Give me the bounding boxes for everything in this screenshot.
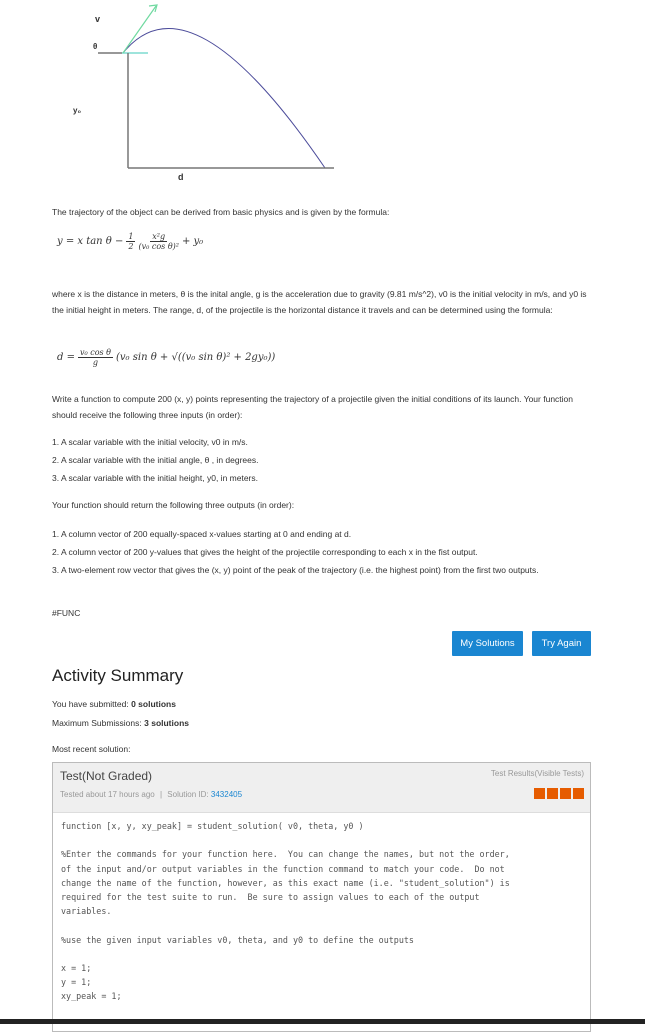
test-result-failed [573, 788, 584, 799]
my-solutions-button[interactable]: My Solutions [452, 631, 523, 656]
inputs-list [52, 435, 592, 489]
range-formula: d = $\frac{\text{v₀ cos θ}}{g}$ (v₀ sin θ + √((v₀ sin θ)² + 2gy₀)) [57, 348, 276, 367]
list-item: 3. A scalar variable with the initial height, y0, in meters. [52, 473, 258, 483]
max-submissions: Maximum Submissions: 3 solutions [52, 718, 189, 728]
list-item: 2. A scalar variable with the initial angle, θ , in degrees. [52, 455, 259, 465]
solution-meta: Tested about 17 hours ago | Solution ID: 3432405 [60, 790, 243, 799]
list-item: 2. A column vector of 200 y-values that gives the height of the projectile corresponding to each x in the fist output. [52, 547, 478, 557]
theta-label: θ [93, 42, 98, 51]
velocity-arrow-icon [123, 6, 156, 53]
test-results-label: Test Results(Visible Tests) [490, 769, 584, 778]
v-label: v [95, 14, 101, 24]
activity-summary-title: Activity Summary [52, 666, 184, 685]
try-again-button[interactable]: Try Again [532, 631, 591, 656]
solution-id-link[interactable]: 3432405 [210, 790, 243, 799]
y0-label: y₀ [73, 106, 82, 115]
func-tag: #FUNC [52, 608, 81, 618]
intro-text: The trajectory of the object can be derived from basic physics and is given by the formula: [52, 207, 390, 217]
d-label: d [178, 172, 184, 182]
test-result-failed [547, 788, 558, 799]
list-item: 1. A scalar variable with the initial velocity, v0 in m/s. [52, 437, 248, 447]
solution-header [53, 763, 590, 813]
solution-title: Test(Not Graded) [60, 769, 153, 783]
test-result-failed [560, 788, 571, 799]
outputs-list [52, 527, 592, 581]
solution-code: function [x, y, xy_peak] = student_solution( v0, theta, y0 ) %Enter the commands for your function here. You can change the names, but not the order, of the input and/or output variables in the function command to match your code. Do not change the name of the function, however, as this exact name (i.e. "student_solution") is required for the test suite to run. Be sure to assign values to each of the output variables. %use the given input variables v0, theta, and y0 to define the outputs x = 1; y = 1; xy_peak = 1; [61, 821, 510, 1002]
test-result-failed [534, 788, 545, 799]
trajectory-formula: y = x tan θ − $\frac{1}{2}$ $\frac{\text{x²g}}{\text{(v₀ cos θ)²}}$ + y₀ [57, 232, 204, 251]
list-item: 1. A column vector of 200 equally-spaced x-values starting at 0 and ending at d. [52, 529, 352, 539]
test-results-indicators [532, 788, 584, 801]
outputs-intro: Your function should return the following three outputs (in order): [52, 500, 295, 510]
bottom-bar [0, 1019, 645, 1024]
trajectory-diagram [40, 0, 360, 190]
submitted-count: You have submitted: 0 solutions [52, 699, 176, 709]
solution-panel [52, 762, 591, 1032]
trajectory-curve [123, 28, 325, 168]
recent-solution-label: Most recent solution: [52, 744, 131, 754]
list-item: 3. A two-element row vector that gives the (x, y) point of the peak of the trajectory (i.e. the highest point) from the first two outputs. [52, 565, 539, 575]
task-text: Write a function to compute 200 (x, y) points representing the trajectory of a projectile given the initial conditions of its launch. Your function should receive the following three inputs (in order): [52, 394, 573, 420]
where-text: where x is the distance in meters, θ is the inital angle, g is the acceleration due to gravity (9.81 m/s^2), v0 is the initial velocity in m/s, and y0 is the initial height in meters. The range, d, of the projectile is the horizontal distance it travels and can be determined using the formula: [52, 289, 587, 315]
